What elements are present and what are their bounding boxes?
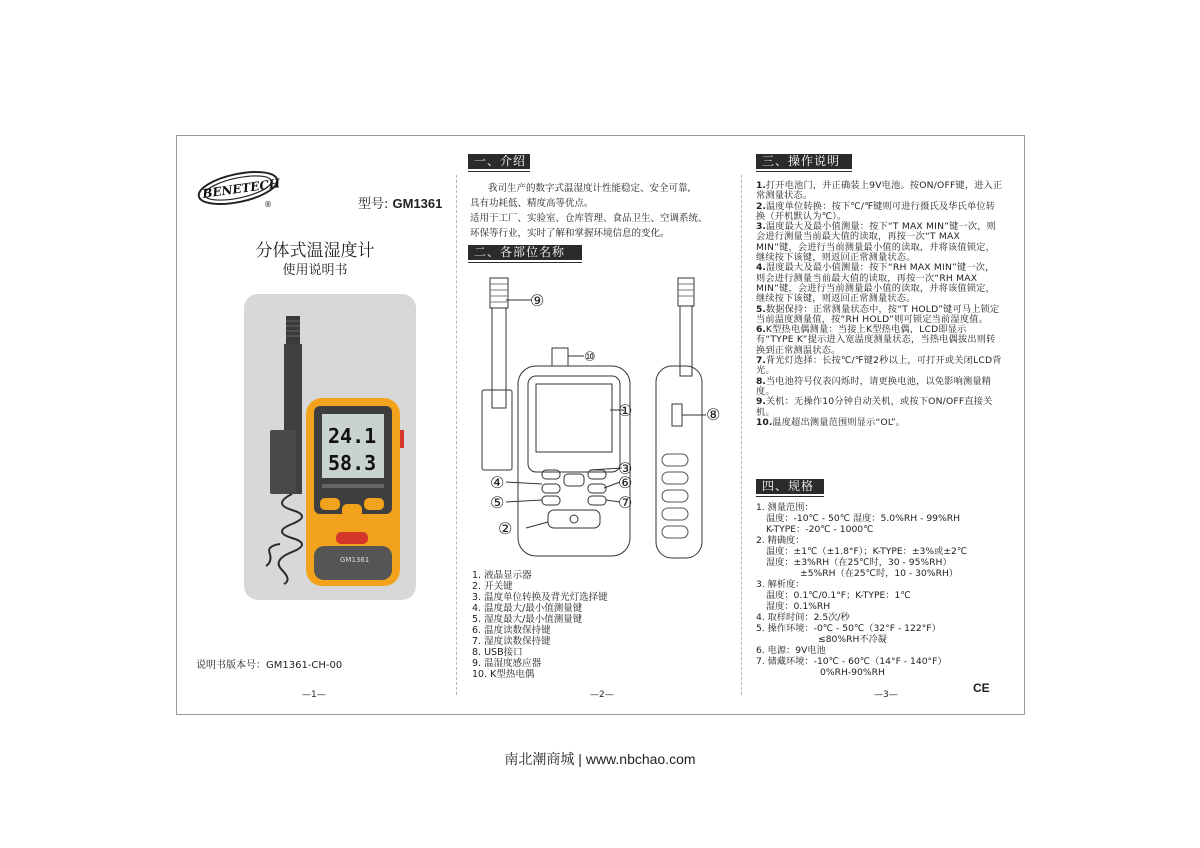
column-divider <box>741 175 742 695</box>
callout-10: ⑩ <box>584 350 596 365</box>
list-item: 温度：0.1℃/0.1°F；K-TYPE：1℃ <box>766 590 911 601</box>
site-footer: 南北潮商城 | www.nbchao.com <box>504 751 696 767</box>
list-item: 2. 精确度： <box>756 535 805 546</box>
list-item: 9. 温湿度感应器 <box>472 658 542 669</box>
list-item: 温度：±1℃（±1.8°F）；K-TYPE：±3%或±2℃ <box>766 546 968 557</box>
list-item: 6.K型热电偶测量：当接上K型热电偶，LCD即显示有“TYPE K”提示进入宽温度测量状态，当热电偶拔出则转换到正常测温状态。 <box>756 324 996 356</box>
callout-4: ④ <box>490 473 505 492</box>
benetech-logo <box>196 162 282 214</box>
lcd-temperature: 24.1 <box>328 424 377 448</box>
list-item: 5.数据保持：正常测量状态中，按“T HOLD”键可马上锁定当前温度测量值，按“RH HOLD”则可锁定当前湿度值。 <box>756 303 1000 325</box>
list-item: K-TYPE：-20℃ - 1000℃ <box>766 524 874 535</box>
list-item: 8.当电池符号仪表闪烁时，请更换电池，以免影响测量精度。 <box>756 375 992 397</box>
list-item: 8. USB接口 <box>472 647 523 658</box>
column-divider <box>456 175 457 695</box>
list-item: 湿度：0.1%RH <box>766 601 831 612</box>
manual-subtitle: 使用说明书 <box>282 263 348 278</box>
page-number: —1— <box>302 690 326 700</box>
list-item: 7. 湿度读数保持键 <box>472 636 551 647</box>
list-item: 7.背光灯选择：长按℃/℉键2秒以上，可打开或关闭LCD背光。 <box>756 355 1002 377</box>
list-item: 4.湿度最大及最小值测量：按下“RH MAX MIN”键一次，则会进行测量当前最大值的读取，再按一次“RH MAX MIN”键，会进行当前测量最小值的读取，并将该值锁定，继续按下该键，则返回正常测量状态。 <box>756 262 995 305</box>
list-item: 0%RH-90%RH <box>820 667 885 678</box>
list-item: 6. 电源：9V电池 <box>756 645 826 656</box>
list-item: 2.温度单位转换：按下℃/℉键则可进行摄氏及华氏单位转换（开机默认为℃）。 <box>756 200 996 222</box>
list-item: 10.温度超出测量范围则显示“OL”。 <box>756 416 906 428</box>
list-item: 5. 湿度最大/最小值测量键 <box>472 614 583 625</box>
callout-2: ② <box>498 519 513 538</box>
callout-6: ⑥ <box>618 473 633 492</box>
callout-8: ⑧ <box>706 405 721 424</box>
list-item: ≤80%RH不冷凝 <box>818 634 887 645</box>
manual-version: 说明书版本号：GM1361-CH-00 <box>196 660 343 671</box>
callout-9: ⑨ <box>530 291 545 310</box>
model-number: 型号: GM1361 <box>358 196 443 212</box>
parts-diagram <box>470 270 730 570</box>
section-header-intro: 一、介绍 <box>468 154 530 169</box>
svg-text:BENETECH: BENETECH <box>201 176 282 201</box>
callout-1: ① <box>618 401 633 420</box>
list-item: 4. 温度最大/最小值测量键 <box>472 603 583 614</box>
list-item: ±5%RH（在25℃时，10 - 30%RH） <box>800 568 959 579</box>
list-item: 1. 测量范围： <box>756 502 814 513</box>
lcd-humidity: 58.3 <box>328 451 377 475</box>
section-header-specs: 四、规格 <box>756 479 824 494</box>
list-item: 4. 取样时间：2.5次/秒 <box>756 612 850 623</box>
list-item: 1. 液晶显示器 <box>472 570 532 581</box>
list-item: 1.打开电池门，并正确装上9V电池。按ON/OFF键，进入正常测量状态。 <box>756 180 1003 202</box>
callout-5: ⑤ <box>490 493 505 512</box>
list-item: 温度：-10℃ - 50℃ 湿度：5.0%RH - 99%RH <box>766 513 961 524</box>
list-item: 2. 开关键 <box>472 581 513 592</box>
list-item: 3.温度最大及最小值测量：按下“T MAX MIN”键一次，则会进行测量当前最大值的读取，再按一次“T MAX MIN”键，会进行当前测量最小值的读取，并将该值锁定，继续按下该键，则返回正常测量状态。 <box>756 221 997 264</box>
callout-7: ⑦ <box>618 493 633 512</box>
list-item: 9.关机：无操作10分钟自动关机，或按下ON/OFF直接关机。 <box>756 396 993 418</box>
page-number: —3— <box>874 690 898 700</box>
intro-text: 我司生产的数字式温湿度计性能稳定、安全可靠, 具有功耗低、精度高等优点。 适用于工厂、实验室、仓库管理、食品卫生、空调系统、 环保等行业，实时了解和掌握环境信息的变化。 <box>470 183 708 239</box>
operation-list <box>756 181 1003 428</box>
specs-list <box>756 502 1006 678</box>
device-model-label: GM1361 <box>340 556 370 564</box>
parts-list <box>472 570 608 680</box>
section-header-parts: 二、各部位名称 <box>468 245 582 260</box>
list-item: 10. K型热电偶 <box>472 669 535 680</box>
page-number: —2— <box>590 690 614 700</box>
list-item: 5. 操作环境：-0℃ - 50℃（32°F - 122°F） <box>756 623 941 634</box>
manual-title: 分体式温湿度计 <box>255 241 375 261</box>
list-item: 7. 储藏环境：-10℃ - 60℃（14°F - 140°F） <box>756 656 947 667</box>
list-item: 6. 温度读数保持键 <box>472 625 551 636</box>
callout-3: ③ <box>618 459 633 478</box>
section-header-operation: 三、操作说明 <box>756 154 852 169</box>
product-photo <box>244 294 416 600</box>
ce-mark: CE <box>973 681 990 695</box>
svg-text:®: ® <box>264 200 272 209</box>
list-item: 3. 解析度： <box>756 579 805 590</box>
list-item: 湿度：±3%RH（在25℃时，30 - 95%RH） <box>766 557 952 568</box>
list-item: 3. 温度单位转换及背光灯选择键 <box>472 592 608 603</box>
